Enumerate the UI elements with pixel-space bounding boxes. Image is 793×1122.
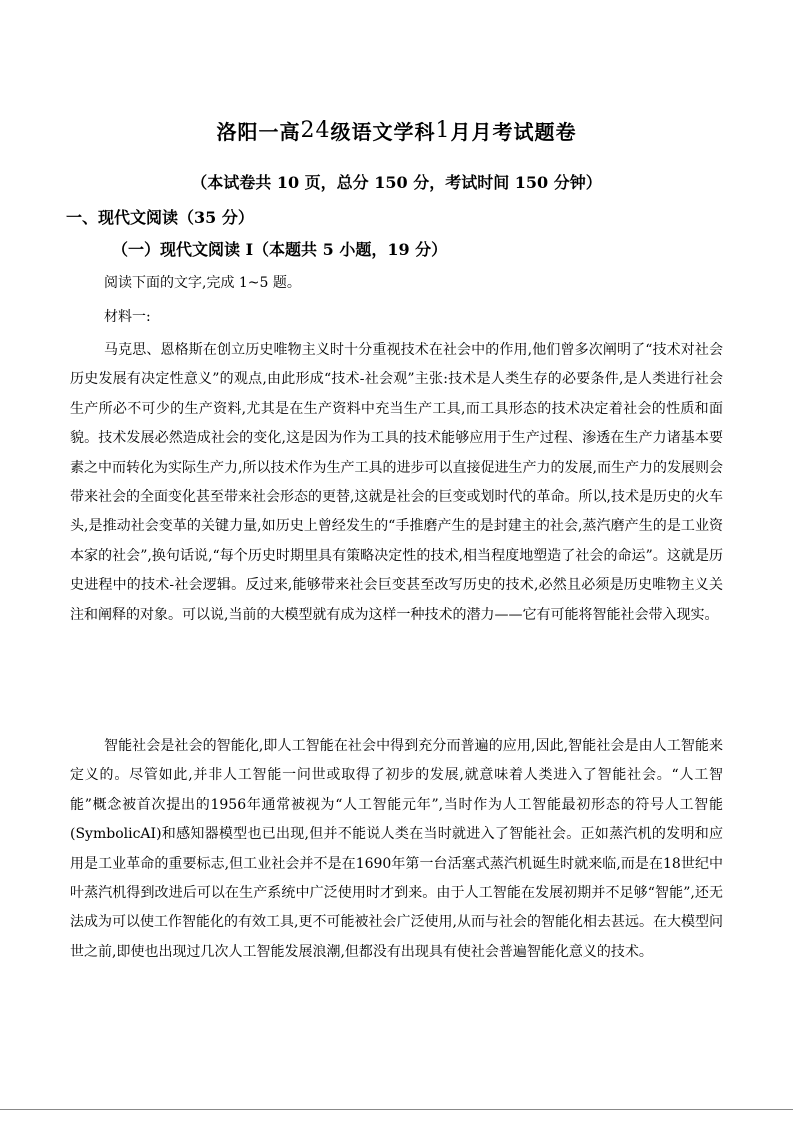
material-label: 材料一: xyxy=(104,309,151,325)
paragraph-2: 智能社会是社会的智能化,即人工智能在社会中得到充分而普遍的应用,因此,智能社会是由人工智能来定义的。尽管如此,并非人工智能一问世或取得了初步的发展,就意味着人类进入了智能社会。“人工智能”概念被首次提出的1956年通常被视为“人工智能元年”,当时作为人工智能最初形态的符号人工智能(SymbolicAI)和感知器模型也已出现,但并不能说人类在当时就进入了智能社会。正如蒸汽机的发明和应用是工业革命的重要标志,但工业社会并不是在1690年第一台活塞式蒸汽机诞生时就来临,而是在18世纪中叶蒸汽机得到改进后可以在生产系统中广泛使用时才到来。由于人工智能在发展初期并不足够“智能”,还无法成为可以使工作智能化的有效工具,更不可能被社会广泛使用,从而与社会的智能化相去甚远。在大模型问世之前,即使也出现过几次人工智能发展浪潮,但都没有出现具有使社会普遍智能化意义的技术。 xyxy=(70,738,723,960)
exam-info: （本试卷共 10 页，总分 150 分，考试时间 150 分钟） xyxy=(191,173,602,192)
title-part2: 级语文学科 xyxy=(330,120,436,144)
title-month-number: 1 xyxy=(435,118,451,143)
section-heading: 一、现代文阅读（35 分） xyxy=(66,208,254,227)
subsection-heading: （一）现代文阅读 I（本题共 5 小题，19 分） xyxy=(112,240,448,259)
page-title xyxy=(0,116,793,145)
paragraph-1: 马克思、恩格斯在创立历史唯物主义时十分重视技术在社会中的作用,他们曾多次阐明了“技术对社会历史发展有决定性意义”的观点,由此形成“技术-社会观”主张:技术是人类生存的必要条件,是人类进行社会生产所必不可少的生产资料,尤其是在生产资料中充当生产工具,而工具形态的技术决定着社会的性质和面貌。技术发展必然造成社会的变化,这是因为作为工具的技术能够应用于生产过程、渗透在生产力诸基本要素之中而转化为实际生产力,所以技术作为生产工具的进步可以直接促进生产力的发展,而生产力的发展则会带来社会的全面变化甚至带来社会形态的更替,这就是社会的巨变或划时代的革命。所以,技术是历史的火车头,是推动社会变革的关键力量,如历史上曾经发生的“手推磨产生的是封建主的社会,蒸汽磨产生的是工业资本家的社会”,换句话说,“每个历史时期里具有策略决定性的技术,相当程度地塑造了社会的命运”。这就是历史进程中的技术-社会逻辑。反过来,能够带来社会巨变甚至改写历史的技术,必然且必须是历史唯物主义关注和阐释的对象。可以说,当前的大模型就有成为这样一种技术的潜力——它有可能将智能社会带入现实。 xyxy=(70,342,723,623)
title-part1: 洛阳一高 xyxy=(216,120,301,144)
title-grade-number: 24 xyxy=(300,118,331,143)
page-bottom-divider xyxy=(0,1109,793,1110)
title-part3: 月月考试题卷 xyxy=(450,120,577,144)
reading-instruction: 阅读下面的文字,完成 1~5 题。 xyxy=(104,275,301,291)
